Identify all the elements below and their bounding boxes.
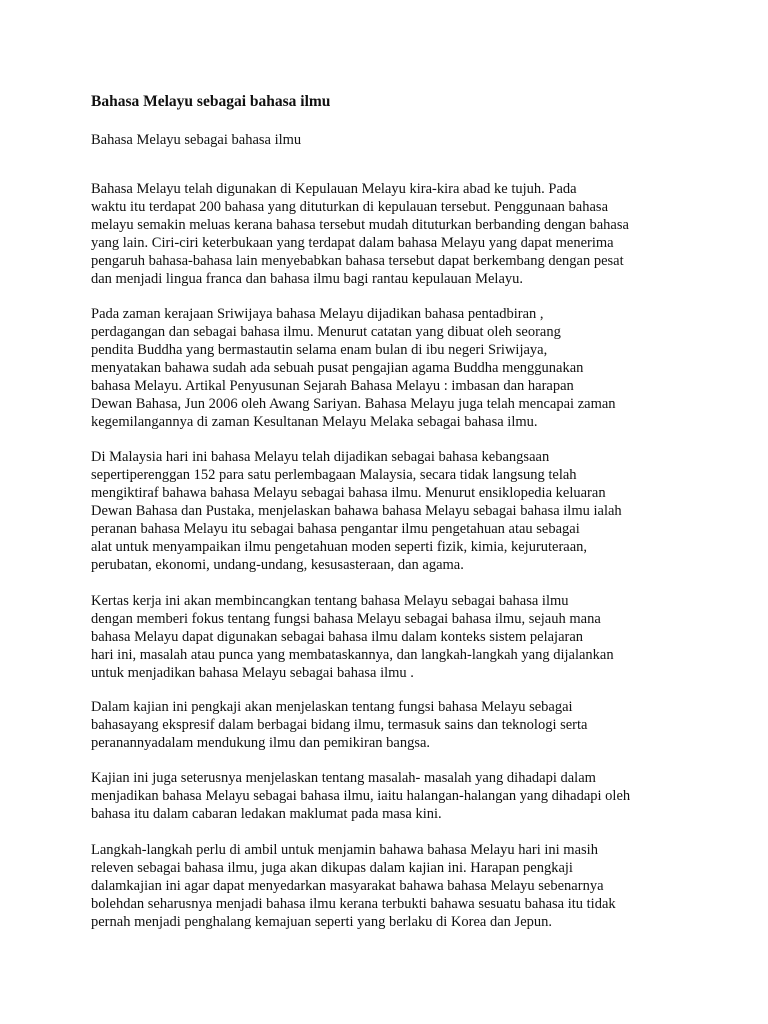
paragraph-4 — [91, 592, 691, 682]
paragraph-line: bahasa Melayu. Artikal Penyusunan Sejarah Bahasa Melayu : imbasan dan harapan — [91, 378, 574, 394]
paragraph-line: bahasayang ekspresif dalam berbagai bidang ilmu, termasuk sains dan teknologi serta — [91, 717, 588, 733]
paragraph-line: Bahasa Melayu telah digunakan di Kepulauan Melayu kira-kira abad ke tujuh. Pada — [91, 181, 577, 197]
paragraph-line: melayu semakin meluas kerana bahasa tersebut mudah dituturkan berbanding dengan bahasa — [91, 217, 629, 233]
paragraph-line: untuk menjadikan bahasa Melayu sebagai bahasa ilmu . — [91, 665, 414, 681]
paragraph-line: kegemilangannya di zaman Kesultanan Melayu Melaka sebagai bahasa ilmu. — [91, 414, 538, 430]
paragraph-line: Kertas kerja ini akan membincangkan tentang bahasa Melayu sebagai bahasa ilmu — [91, 593, 569, 609]
paragraph-line: mengiktiraf bahawa bahasa Melayu sebagai bahasa ilmu. Menurut ensiklopedia keluaran — [91, 485, 606, 501]
paragraph-line: perubatan, ekonomi, undang-undang, kesusasteraan, dan agama. — [91, 557, 464, 573]
paragraph-line: peranannyadalam mendukung ilmu dan pemikiran bangsa. — [91, 735, 431, 751]
document-heading: Bahasa Melayu sebagai bahasa ilmu — [91, 93, 331, 110]
paragraph-line: pendita Buddha yang bermastautin selama enam bulan di ibu negeri Sriwijaya, — [91, 342, 548, 358]
paragraph-line: pernah menjadi penghalang kemajuan seperti yang berlaku di Korea dan Jepun. — [91, 914, 553, 930]
paragraph-3 — [91, 448, 691, 574]
paragraph-line: Langkah-langkah perlu di ambil untuk menjamin bahawa bahasa Melayu hari ini masih — [91, 842, 598, 858]
paragraph-line: Dewan Bahasa dan Pustaka, menjelaskan bahawa bahasa Melayu sebagai bahasa ilmu ialah — [91, 503, 622, 519]
paragraph-line: sepertiperenggan 152 para satu perlembagaan Malaysia, secara tidak langsung telah — [91, 467, 577, 483]
document-subtitle: Bahasa Melayu sebagai bahasa ilmu — [91, 132, 302, 148]
paragraph-5 — [91, 698, 691, 752]
paragraph-line: waktu itu terdapat 200 bahasa yang dituturkan di kepulauan tersebut. Penggunaan bahasa — [91, 199, 609, 215]
paragraph-line: dengan memberi fokus tentang fungsi bahasa Melayu sebagai bahasa ilmu, sejauh mana — [91, 611, 601, 627]
paragraph-line: yang lain. Ciri-ciri keterbukaan yang terdapat dalam bahasa Melayu yang dapat menerima — [91, 235, 614, 251]
paragraph-line: bahasa Melayu dapat digunakan sebagai bahasa ilmu dalam konteks sistem pelajaran — [91, 629, 584, 645]
paragraph-line: alat untuk menyampaikan ilmu pengetahuan moden seperti fizik, kimia, kejuruteraan, — [91, 539, 588, 555]
paragraph-line: dalamkajian ini agar dapat menyedarkan masyarakat bahawa bahasa Melayu sebenarnya — [91, 878, 604, 894]
paragraph-line: hari ini, masalah atau punca yang membataskannya, dan langkah-langkah yang dijalankan — [91, 647, 614, 663]
paragraph-line: Pada zaman kerajaan Sriwijaya bahasa Melayu dijadikan bahasa pentadbiran , — [91, 306, 544, 322]
paragraph-6 — [91, 769, 691, 823]
paragraph-line: releven sebagai bahasa ilmu, juga akan dikupas dalam kajian ini. Harapan pengkaji — [91, 860, 573, 876]
paragraph-line: Di Malaysia hari ini bahasa Melayu telah dijadikan sebagai bahasa kebangsaan — [91, 449, 550, 465]
paragraph-line: pengaruh bahasa-bahasa lain menyebabkan bahasa tersebut dapat berkembang dengan pesat — [91, 253, 624, 269]
paragraph-line: Dalam kajian ini pengkaji akan menjelaskan tentang fungsi bahasa Melayu sebagai — [91, 699, 573, 715]
paragraph-line: menyatakan bahawa sudah ada sebuah pusat pengajian agama Buddha menggunakan — [91, 360, 584, 376]
paragraph-line: Kajian ini juga seterusnya menjelaskan tentang masalah- masalah yang dihadapi dalam — [91, 770, 596, 786]
paragraph-1 — [91, 180, 691, 288]
paragraph-line: dan menjadi lingua franca dan bahasa ilmu bagi rantau kepulauan Melayu. — [91, 271, 524, 287]
paragraph-2 — [91, 305, 691, 431]
paragraph-line: peranan bahasa Melayu itu sebagai bahasa pengantar ilmu pengetahuan atau sebagai — [91, 521, 580, 537]
paragraph-line: bahasa itu dalam cabaran ledakan maklumat pada masa kini. — [91, 806, 442, 822]
paragraph-line: Dewan Bahasa, Jun 2006 oleh Awang Sariyan. Bahasa Melayu juga telah mencapai zaman — [91, 396, 616, 412]
paragraph-line: menjadikan bahasa Melayu sebagai bahasa ilmu, iaitu halangan-halangan yang dihadapi oleh — [91, 788, 631, 804]
paragraph-line: bolehdan seharusnya menjadi bahasa ilmu kerana terbukti bahawa sesuatu bahasa itu tidak — [91, 896, 616, 912]
paragraph-7 — [91, 841, 691, 931]
paragraph-line: perdagangan dan sebagai bahasa ilmu. Menurut catatan yang dibuat oleh seorang — [91, 324, 561, 340]
